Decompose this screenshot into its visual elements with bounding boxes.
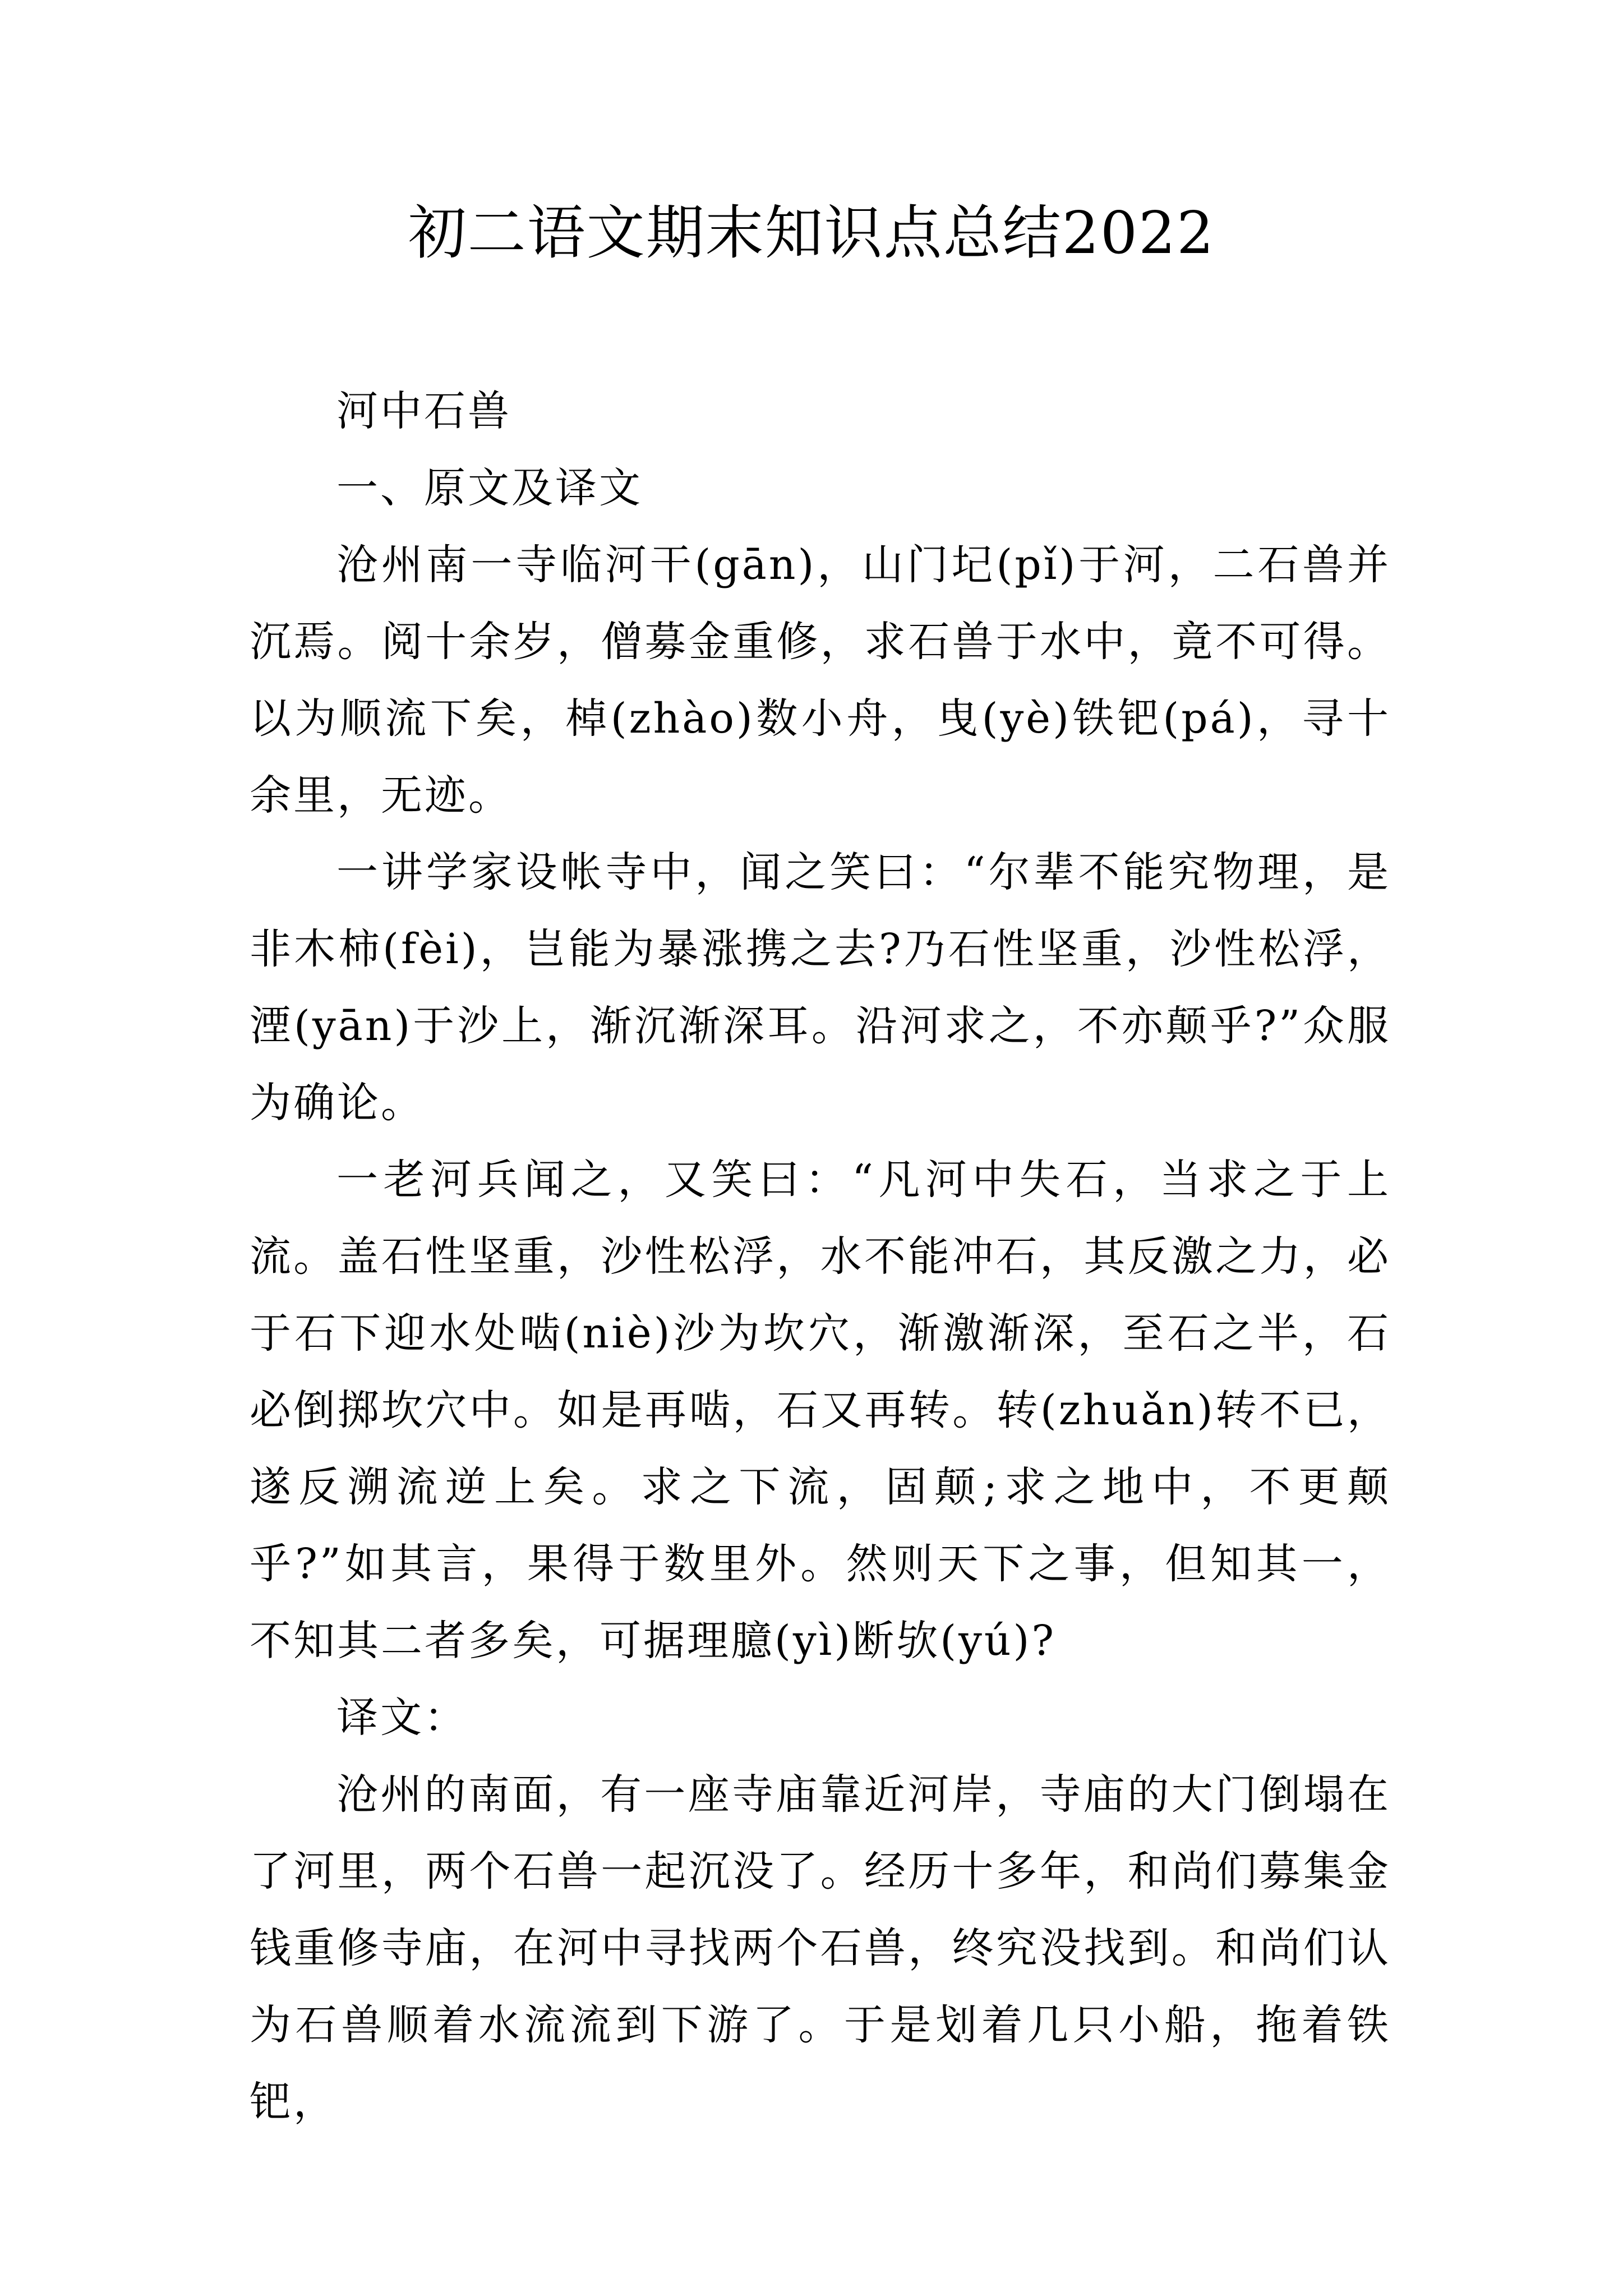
body-paragraph: 沧州的南面，有一座寺庙靠近河岸，寺庙的大门倒塌在了河里，两个石兽一起沉没了。经历十多年，和尚们募集金钱重修寺庙，在河中寻找两个石兽，终究没找到。和尚们认为石兽顺着水流流到下游了。于是划着几只小船，拖着铁钯， (250, 1770, 1391, 2126)
body-paragraph: 沧州南一寺临河干(gān)，山门圮(pǐ)于河，二石兽并沉焉。阅十余岁，僧募金重修，求石兽于水中，竟不可得。以为顺流下矣，棹(zhào)数小舟，曳(yè)铁钯(pá)，寻十余里，无迹。 (250, 541, 1391, 820)
body-paragraph: 一老河兵闻之，又笑曰：“凡河中失石，当求之于上流。盖石性坚重，沙性松浮，水不能冲石，其反激之力，必于石下迎水处啮(niè)沙为坎穴，渐激渐深，至石之半，石必倒掷坎穴中。如是再啮，石又再转。转(zhuǎn)转不已，遂反溯流逆上矣。求之下流，固颠;求之地中，不更颠乎?”如其言，果得于数里外。然则天下之事，但知其一，不知其二者多矣，可据理臆(yì)断欤(yú)? (250, 1156, 1391, 1665)
translation-label: 译文： (336, 1694, 468, 1742)
body-paragraph: 一讲学家设帐寺中，闻之笑曰：“尔辈不能究物理，是非木柿(fèi)，岂能为暴涨携之去?乃石性坚重，沙性松浮，湮(yān)于沙上，渐沉渐深耳。沿河求之，不亦颠乎?”众服为确论。 (250, 848, 1391, 1127)
section-heading: 河中石兽 (336, 387, 511, 435)
document-title: 初二语文期末知识点总结2022 (408, 199, 1215, 267)
subsection-heading: 一、原文及译文 (336, 464, 643, 512)
document-body (250, 373, 1391, 2141)
